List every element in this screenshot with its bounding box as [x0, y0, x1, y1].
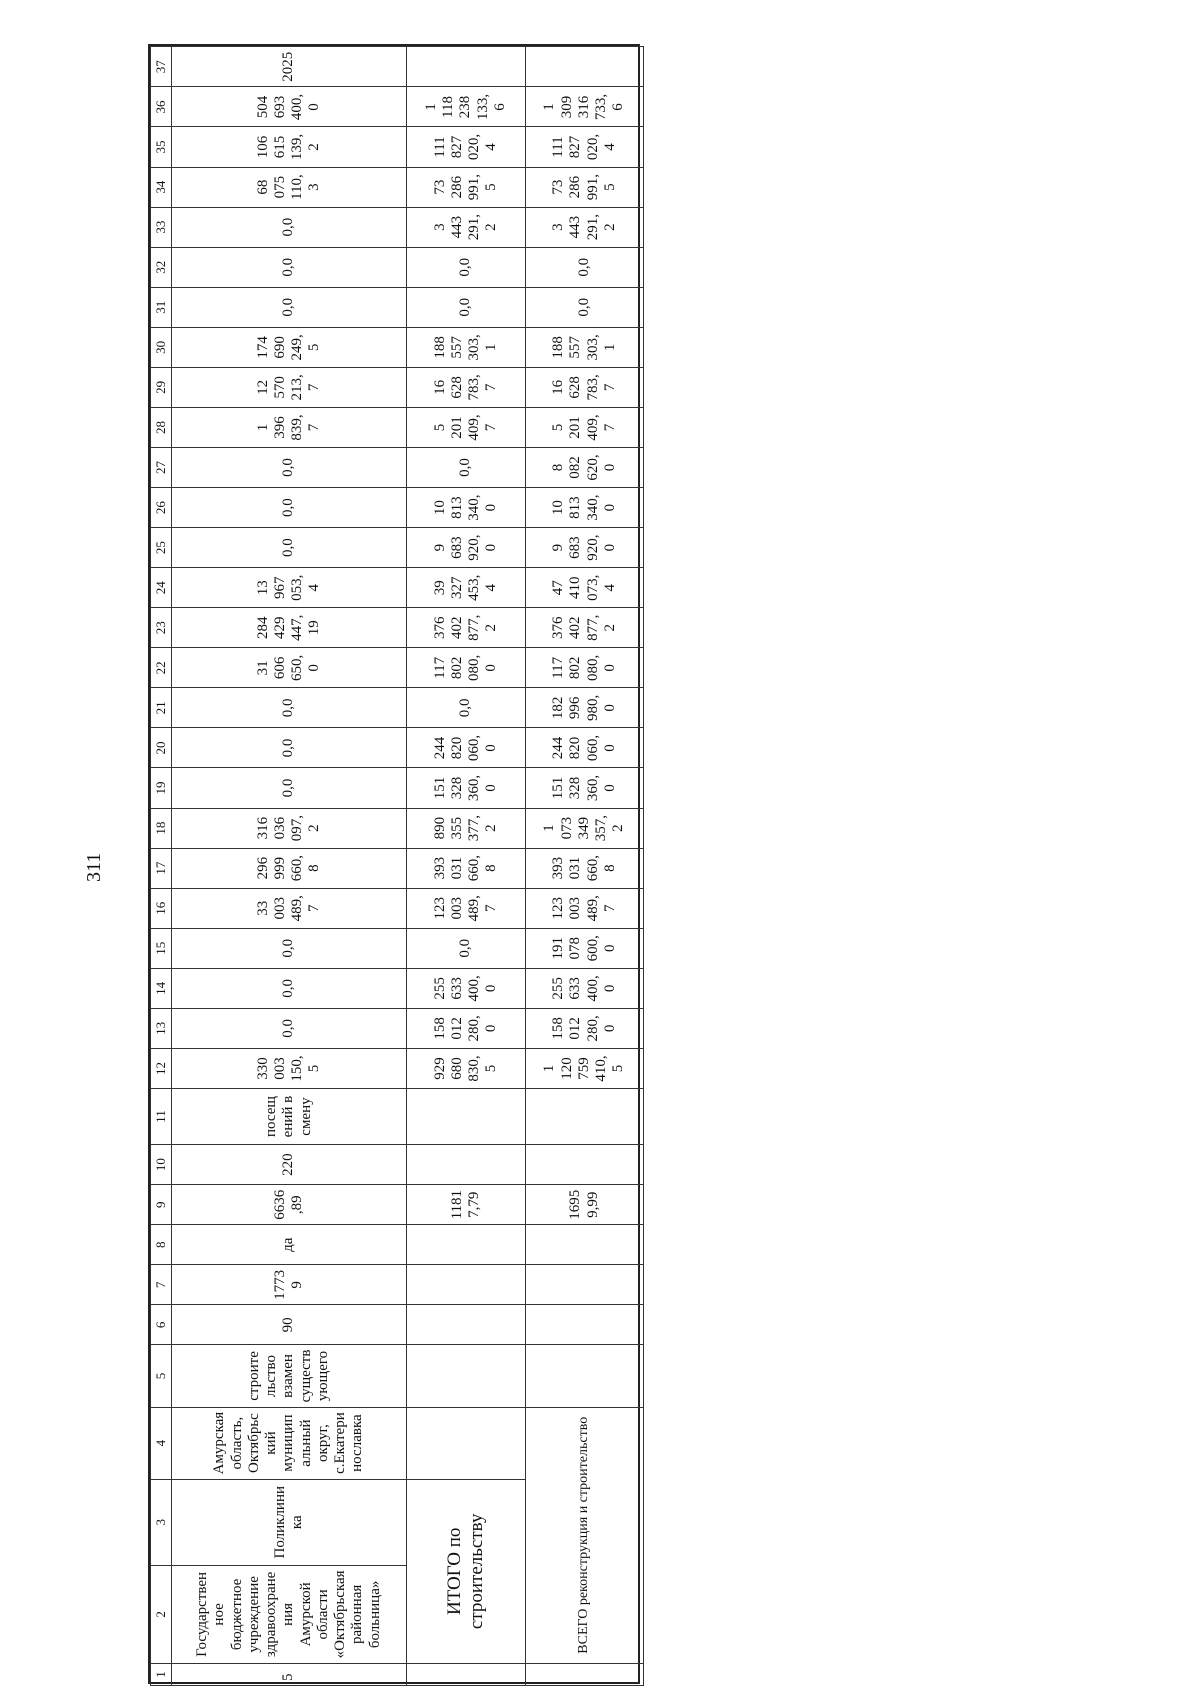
cell: 0,0 [526, 287, 644, 327]
cell-empty [526, 1145, 644, 1185]
cell: 1 073 349 357,2 [526, 808, 644, 848]
cell: 31 606 650,0 [172, 648, 407, 688]
cell-empty [526, 47, 644, 87]
cell: 0,0 [172, 928, 407, 968]
cell-empty [526, 1305, 644, 1345]
cell-empty [407, 1145, 526, 1185]
col-num: 22 [151, 648, 172, 688]
cell: 890 355 377,2 [407, 808, 526, 848]
cell: 117 802 080,0 [407, 648, 526, 688]
cell: 0,0 [407, 928, 526, 968]
cell: 123 003 489,7 [526, 888, 644, 928]
col-num: 10 [151, 1145, 172, 1185]
cell: 8 082 620,0 [526, 448, 644, 488]
col-num: 23 [151, 608, 172, 648]
cell: 0,0 [172, 247, 407, 287]
col-num: 36 [151, 87, 172, 127]
cell: 123 003 489,7 [407, 888, 526, 928]
cell: 158 012 280,0 [407, 1008, 526, 1048]
cell: 151 328 360,0 [407, 768, 526, 808]
cell: 1 396 839,7 [172, 407, 407, 447]
cell: 504 693 400,0 [172, 87, 407, 127]
col-num: 35 [151, 127, 172, 167]
cell: 393 031 660,8 [407, 848, 526, 888]
cell: 5 201 409,7 [526, 407, 644, 447]
cell: 284 429 447,19 [172, 608, 407, 648]
col-num: 24 [151, 568, 172, 608]
cell: 376 402 877,2 [407, 608, 526, 648]
cell-empty [526, 1089, 644, 1145]
col-num: 34 [151, 167, 172, 207]
col-num: 11 [151, 1089, 172, 1145]
col-num: 30 [151, 327, 172, 367]
cell-empty [407, 1663, 526, 1685]
col-num: 37 [151, 47, 172, 87]
col-num: 17 [151, 848, 172, 888]
cell: 5 201 409,7 [407, 407, 526, 447]
cell-empty [407, 1089, 526, 1145]
cell: 0,0 [407, 287, 526, 327]
cell: 0,0 [172, 207, 407, 247]
col-num: 25 [151, 528, 172, 568]
cell: 11817,79 [407, 1185, 526, 1225]
col-num: 21 [151, 688, 172, 728]
cell: 244 820 060,0 [526, 728, 644, 768]
col-num: 16 [151, 888, 172, 928]
cell-empty [407, 1305, 526, 1345]
col-num: 12 [151, 1048, 172, 1088]
cell: 244 820 060,0 [407, 728, 526, 768]
cell: 0,0 [172, 287, 407, 327]
object-row [172, 47, 407, 1686]
cell: 10 813 340,0 [407, 488, 526, 528]
cell: 1 118 238 133,6 [407, 87, 526, 127]
cell: 111 827 020,4 [526, 127, 644, 167]
cell: 16 628 783,7 [407, 367, 526, 407]
col-num: 26 [151, 488, 172, 528]
cell: 3 443 291,2 [526, 207, 644, 247]
cell: 0,0 [526, 247, 644, 287]
cell: 188 557 303,1 [407, 327, 526, 367]
cell: 0,0 [172, 448, 407, 488]
cell: 111 827 020,4 [407, 127, 526, 167]
col-num: 9 [151, 1185, 172, 1225]
cell: 158 012 280,0 [526, 1008, 644, 1048]
cell: 0,0 [407, 448, 526, 488]
cell-empty [526, 1225, 644, 1265]
cell: 68 075 110,3 [172, 167, 407, 207]
col-num: 8 [151, 1225, 172, 1265]
cell-empty [526, 1345, 644, 1407]
cell-empty [407, 1407, 526, 1479]
col-num: 28 [151, 407, 172, 447]
object-name: Поликлиника [172, 1479, 407, 1565]
cell-empty [526, 1663, 644, 1685]
construction-type: строительство взамен существующего [172, 1345, 407, 1407]
institution-name: Государственное бюджетное учреждение здравоохранения Амурской области «Октябрьская районная больница» [172, 1565, 407, 1663]
cell: 182 996 980,0 [526, 688, 644, 728]
rotated-table-sheet [148, 44, 640, 1684]
cell: 929 680 830,5 [407, 1048, 526, 1088]
total-construction-row [407, 47, 526, 1686]
col-num: 29 [151, 367, 172, 407]
col-num: 3 [151, 1479, 172, 1565]
cell: 16 628 783,7 [526, 367, 644, 407]
col-num: 14 [151, 968, 172, 1008]
col-num: 27 [151, 448, 172, 488]
col-num: 6 [151, 1305, 172, 1345]
cell: 0,0 [172, 528, 407, 568]
cell-empty [407, 1345, 526, 1407]
cell: 73 286 991,5 [407, 167, 526, 207]
object-address: Амурская область, Октябрьский муниципальный округ, с.Екатеринославка [172, 1407, 407, 1479]
col-num: 5 [151, 1345, 172, 1407]
cell: 12 570 213,7 [172, 367, 407, 407]
col-num: 15 [151, 928, 172, 968]
total-construction-label: ИТОГО по строительству [407, 1479, 526, 1663]
cell: 376 402 877,2 [526, 608, 644, 648]
cell: 39 327 453,4 [407, 568, 526, 608]
cell: 220 [172, 1145, 407, 1185]
col-num: 13 [151, 1008, 172, 1048]
row-index: 5 [172, 1663, 407, 1685]
cell: 117 802 080,0 [526, 648, 644, 688]
cell-empty [526, 1265, 644, 1305]
cell: 33 003 489,7 [172, 888, 407, 928]
cell: 0,0 [172, 968, 407, 1008]
cell: 151 328 360,0 [526, 768, 644, 808]
col-num: 1 [151, 1663, 172, 1685]
col-num: 7 [151, 1265, 172, 1305]
cell: 1 309 316 733,6 [526, 87, 644, 127]
cell: 3 443 291,2 [407, 207, 526, 247]
cell: 296 999 660,8 [172, 848, 407, 888]
col-num: 2 [151, 1565, 172, 1663]
cell-empty [407, 1265, 526, 1305]
cell: 174 690 249,5 [172, 327, 407, 367]
col-num: 4 [151, 1407, 172, 1479]
cell: 0,0 [172, 1008, 407, 1048]
page-number: 311 [83, 852, 105, 882]
cell: 17739 [172, 1265, 407, 1305]
cell: 0,0 [172, 768, 407, 808]
col-num: 32 [151, 247, 172, 287]
col-num: 33 [151, 207, 172, 247]
capacity-unit: посещений в смену [172, 1089, 407, 1145]
col-num: 20 [151, 728, 172, 768]
cell: 393 031 660,8 [526, 848, 644, 888]
col-num: 31 [151, 287, 172, 327]
col-num: 19 [151, 768, 172, 808]
cell: 0,0 [172, 488, 407, 528]
cell: 90 [172, 1305, 407, 1345]
cell: 13 967 053,4 [172, 568, 407, 608]
cell: 191 078 600,0 [526, 928, 644, 968]
cell: 6636,89 [172, 1185, 407, 1225]
cell: 73 286 991,5 [526, 167, 644, 207]
cell: 9 683 920,0 [407, 528, 526, 568]
cell: 106 615 139,2 [172, 127, 407, 167]
cell-empty [407, 1225, 526, 1265]
cell: 316 036 097,2 [172, 808, 407, 848]
completion-year: 2025 [172, 47, 407, 87]
cell: 188 557 303,1 [526, 327, 644, 367]
cell: 10 813 340,0 [526, 488, 644, 528]
investment-table [150, 46, 644, 1686]
column-number-row [151, 47, 172, 1686]
cell: 47 410 073,4 [526, 568, 644, 608]
cell: 255 633 400,0 [407, 968, 526, 1008]
grand-total-row [526, 47, 644, 1686]
cell: 16959,99 [526, 1185, 644, 1225]
cell: да [172, 1225, 407, 1265]
col-num: 18 [151, 808, 172, 848]
cell: 330 003 150,5 [172, 1048, 407, 1088]
cell: 255 633 400,0 [526, 968, 644, 1008]
cell: 0,0 [172, 688, 407, 728]
cell: 0,0 [172, 728, 407, 768]
cell: 0,0 [407, 247, 526, 287]
cell-empty [407, 47, 526, 87]
cell: 1 120 759 410,5 [526, 1048, 644, 1088]
grand-total-label: ВСЕГО реконструкция и строительство [526, 1407, 644, 1663]
cell: 0,0 [407, 688, 526, 728]
cell: 9 683 920,0 [526, 528, 644, 568]
